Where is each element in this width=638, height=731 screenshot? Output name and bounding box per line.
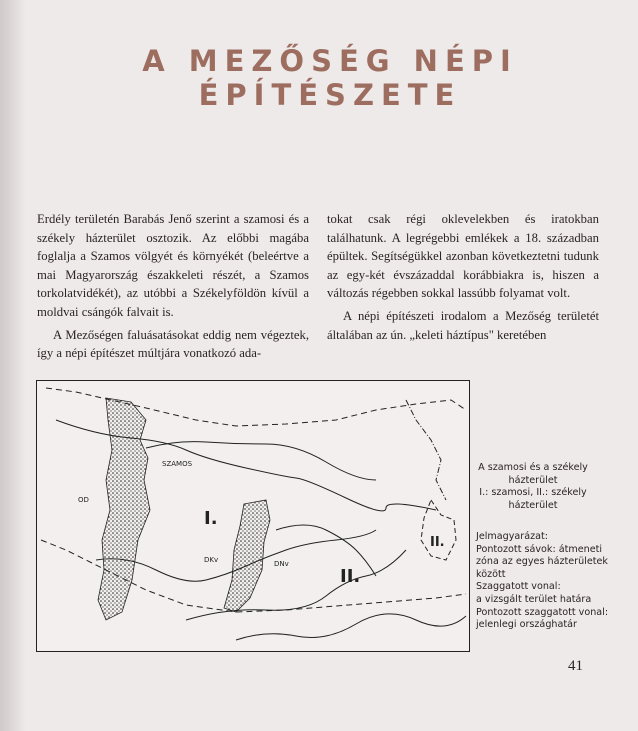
text-column-left bbox=[37, 210, 309, 363]
legend-line: Pontozott sávok: átmeneti bbox=[476, 543, 603, 555]
study-area-border bbox=[421, 500, 456, 560]
map-label-szamos: SZAMOS bbox=[162, 460, 193, 468]
map-figure bbox=[36, 380, 470, 652]
legend-line: jelenlegi országhatár bbox=[476, 619, 577, 631]
map-label-dnv: DNv bbox=[274, 560, 289, 568]
legend-line: Pontozott szaggatott vonal: bbox=[476, 606, 609, 618]
page-gutter-shadow bbox=[0, 0, 26, 731]
transition-zone bbox=[98, 398, 150, 620]
paragraph: Erdély területén Barabás Jenő szerint a szamosi és a székely házterület osztozik. Az előbbi magába foglalja a Szamos völgyét és környékét (beleértve a mai Magyarország északkeleti részét, a Szamos torkolatvidékét), az utóbbi a Székelyföldön kívül a moldvai csángók falvait is. bbox=[37, 212, 309, 319]
river bbox=[276, 525, 376, 576]
map-drawing bbox=[36, 380, 470, 652]
map-label-region-two-boxed: II. bbox=[430, 535, 445, 550]
map-caption bbox=[474, 462, 592, 512]
paragraph: tokat csak régi oklevelekben és iratokban találhatunk. A legrégebbi emlékek a 18. században épültek. Segítségükkel azonban következtetni tudunk az egy-két évszázaddal korábbiakra is, hiszen a változás régebben sokkal lassúbb folyamat volt. bbox=[327, 212, 599, 301]
map-legend bbox=[476, 531, 609, 632]
page-number: 41 bbox=[568, 658, 583, 674]
legend-line: Szaggatott vonal: bbox=[476, 581, 561, 593]
caption-line: I.: szamosi, II.: székely bbox=[479, 487, 587, 499]
text-column-right bbox=[327, 210, 599, 344]
country-border bbox=[406, 400, 446, 500]
paragraph: A Mezőségen faluásatásokat eddig nem végeztek, így a népi építészet múltjára vonatkozó ada- bbox=[37, 327, 309, 361]
map-label-region-one: I. bbox=[204, 508, 218, 529]
river bbox=[236, 614, 466, 640]
legend-line: között bbox=[476, 568, 506, 580]
paragraph: A népi építészeti irodalom a Mezőség területét általában az ún. „keleti háztípus" keretében bbox=[327, 308, 599, 342]
map-label-region-two: II. bbox=[340, 566, 361, 587]
caption-line: házterület bbox=[508, 499, 558, 511]
legend-line: a vizsgált terület határa bbox=[476, 593, 592, 605]
map-label-dkv: DKv bbox=[204, 556, 219, 564]
caption-line: házterület bbox=[508, 474, 558, 486]
transition-zone bbox=[224, 500, 270, 612]
caption-line: A szamosi és a székely bbox=[478, 462, 588, 473]
legend-heading: Jelmagyarázat: bbox=[476, 531, 548, 542]
legend-line: zóna az egyes házterületek bbox=[476, 556, 608, 568]
page-title: A MEZŐSÉG NÉPI ÉPÍTÉSZETE bbox=[142, 44, 518, 112]
map-label-od: OD bbox=[78, 496, 89, 504]
